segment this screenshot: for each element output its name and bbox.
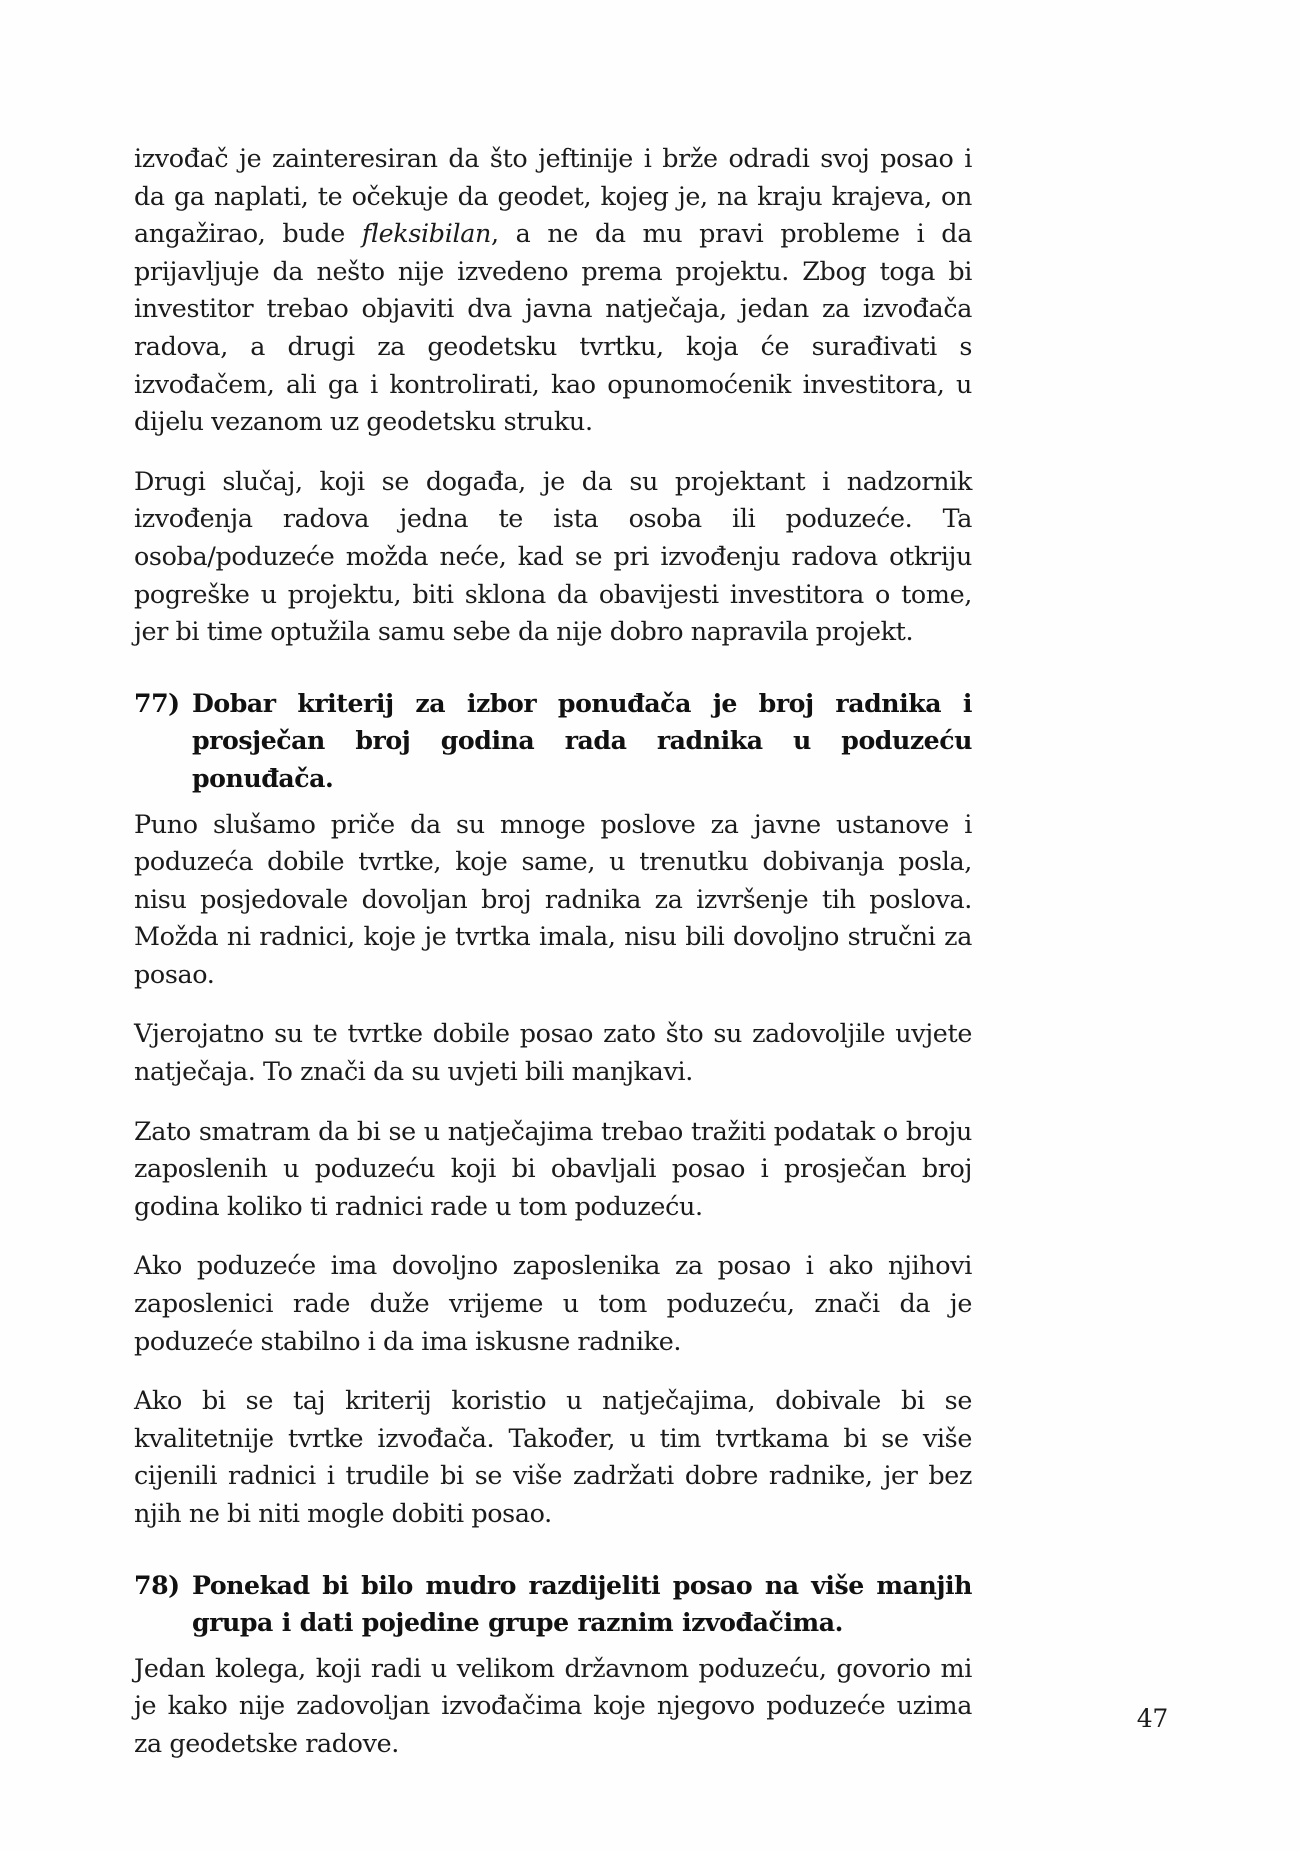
heading-77-number: 77) <box>134 687 180 718</box>
heading-77-text: Dobar kriterij za izbor ponuđača je broj radnika i prosječan broj godina rada radnika u poduzeću ponuđača. <box>192 687 972 793</box>
heading-77 <box>134 685 972 798</box>
page-number: 47 <box>1136 1704 1168 1733</box>
paragraph-1-part-a: izvođač je zainteresiran da što jeftinije i brže odradi svoj posao i da ga naplati, te očekuje da geodet, kojeg je, na kraju krajeva, on angažirao, bude <box>134 143 972 249</box>
heading-78-number: 78) <box>134 1569 180 1600</box>
heading-78 <box>134 1567 972 1642</box>
emphasis-fleksibilan: fleksibilan <box>361 218 492 249</box>
paragraph-1 <box>134 140 972 441</box>
paragraph-5: Zato smatram da bi se u natječajima trebao tražiti podatak o broju zaposlenih u poduzeću koji bi obavljali posao i prosječan broj godina koliko ti radnici rade u tom poduzeću. <box>134 1115 972 1221</box>
paragraph-1-part-b: , a ne da mu pravi probleme i da prijavljuje da nešto nije izvedeno prema projektu. Zbog toga bi investitor trebao objaviti dva javna natječaja, jedan za izvođača radova, a drugi za geodetsku tvrtku, koja će surađivati s izvođačem, ali ga i kontrolirati, kao opunomoćenik investitora, u dijelu vezanom uz geodetsku struku. <box>134 218 972 437</box>
paragraph-8: Jedan kolega, koji radi u velikom državnom poduzeću, govorio mi je kako nije zadovoljan izvođačima koje njegovo poduzeće uzima za geodetske radove. <box>134 1652 972 1758</box>
paragraph-3: Puno slušamo priče da su mnoge poslove za javne ustanove i poduzeća dobile tvrtke, koje same, u trenutku dobivanja posla, nisu posjedovale dovoljan broj radnika za izvršenje tih poslova. Možda ni radnici, koje je tvrtka imala, nisu bili dovoljno stručni za posao. <box>134 808 972 989</box>
paragraph-6: Ako poduzeće ima dovoljno zaposlenika za posao i ako njihovi zaposlenici rade duže vrijeme u tom poduzeću, znači da je poduzeće stabilno i da ima iskusne radnike. <box>134 1250 972 1356</box>
paragraph-4: Vjerojatno su te tvrtke dobile posao zato što su zadovoljile uvjete natječaja. To znači da su uvjeti bili manjkavi. <box>134 1018 972 1087</box>
paragraph-2: Drugi slučaj, koji se događa, je da su projektant i nadzornik izvođenja radova jedna te ista osoba ili poduzeće. Ta osoba/poduzeće možda neće, kad se pri izvođenju radova otkriju pogreške u projektu, biti sklona da obavijesti investitora o tome, jer bi time optužila samu sebe da nije dobro napravila projekt. <box>134 465 972 647</box>
paragraph-7: Ako bi se taj kriterij koristio u natječajima, dobivale bi se kvalitetnije tvrtke izvođača. Također, u tim tvrtkama bi se više cijenili radnici i trudile bi se više zadržati dobre radnike, jer bez njih ne bi niti mogle dobiti posao. <box>134 1385 972 1528</box>
heading-78-text: Ponekad bi bilo mudro razdijeliti posao na više manjih grupa i dati pojedine grupe raznim izvođačima. <box>192 1569 972 1638</box>
page-content <box>134 140 972 1763</box>
